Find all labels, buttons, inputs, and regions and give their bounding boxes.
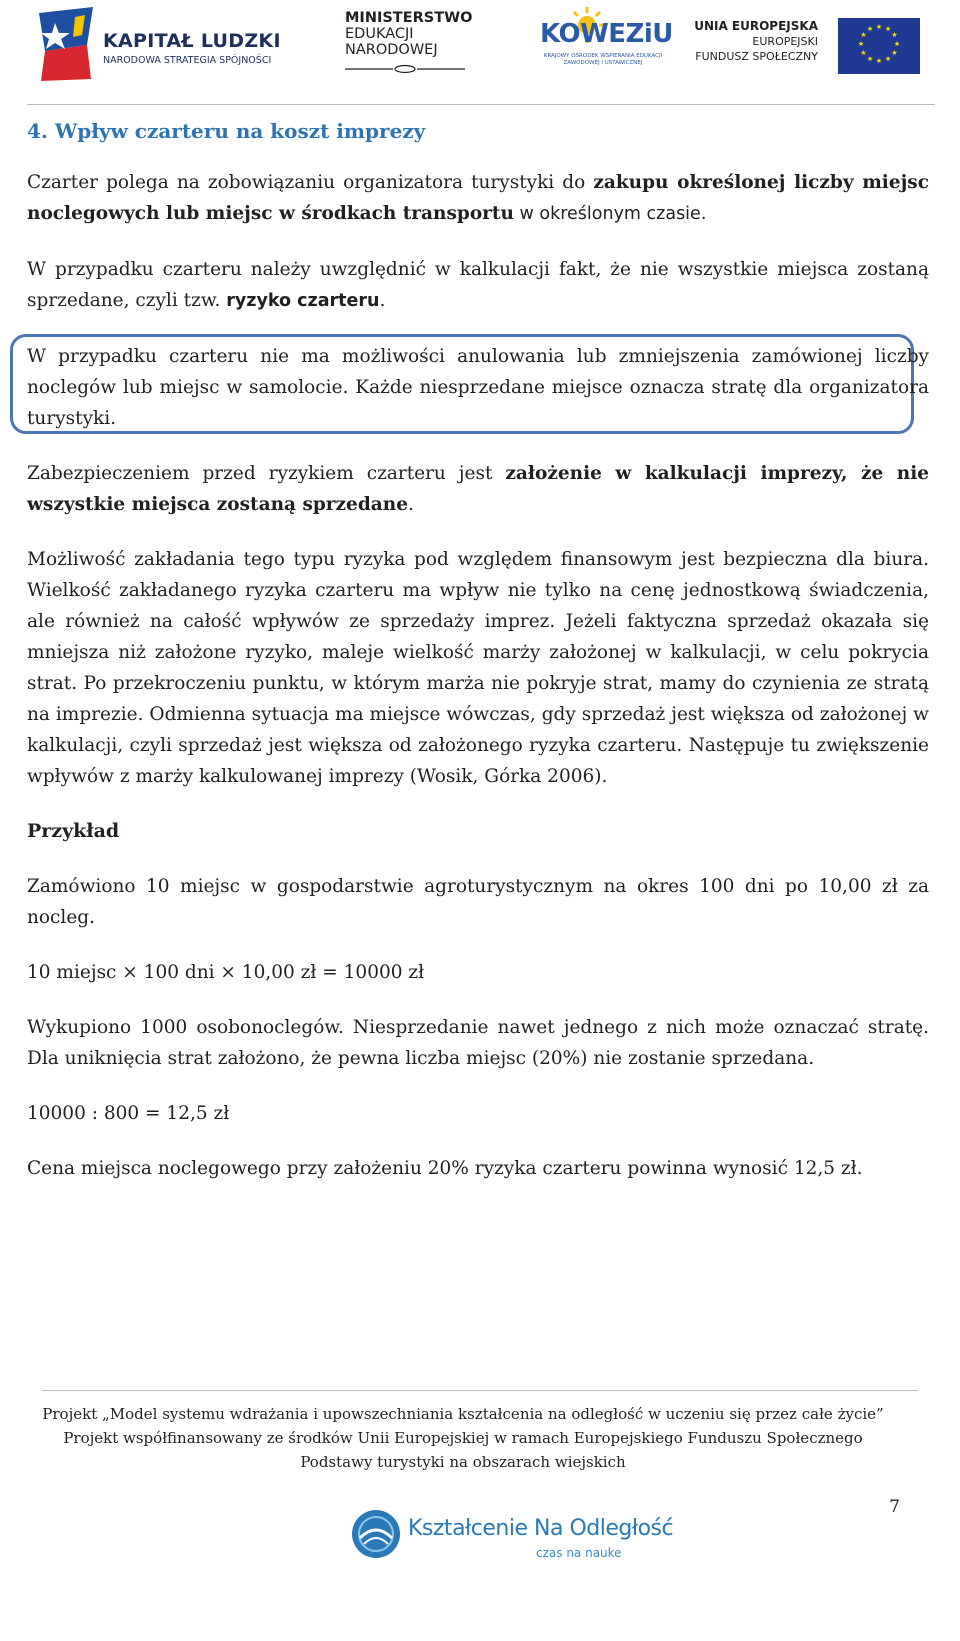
paragraph-boxed: W przypadku czarteru nie ma możliwości anulowania lub zmniejszenia zamówionej liczby noclegów lub miejsc w samolocie. Każde niesprzedane miejsce oznacza stratę dla organizatora turystyki. xyxy=(27,346,929,429)
eu-logo xyxy=(694,10,940,80)
paragraph-example-bought: Wykupiono 1000 osobonoclegów. Niesprzedanie nawet jednego z nich może oznaczać stratę. Dla uniknięcia strat założono, że pewna liczba miejsc (20%) nie zostanie sprzedana. xyxy=(27,1017,929,1069)
koweziu-title: KOWEZiU xyxy=(540,19,673,49)
svg-text:★: ★ xyxy=(875,23,883,31)
bold-text: ryzyko czarteru xyxy=(226,291,380,311)
footer-line-1: Projekt „Model systemu wdrażania i upowszechniania kształcenia na odległość w uczeniu się przez całe życie” xyxy=(42,1405,884,1423)
eu-line-2: EUROPEJSKI xyxy=(752,35,818,48)
bold-text: założenie w kalkulacji imprezy, że nie wszystkie miejsca zostaną sprzedane xyxy=(27,463,930,515)
svg-text:★: ★ xyxy=(875,57,883,65)
formula-price: 10000 : 800 = 12,5 zł xyxy=(27,1103,230,1124)
ksztalcenie-logo xyxy=(350,1508,674,1568)
text: w określonym czasie. xyxy=(513,204,707,224)
paragraph-example-order: Zamówiono 10 miejsc w gospodarstwie agroturystycznym na okres 100 dni po 10,00 zł za nocleg. xyxy=(27,876,929,928)
svg-text:★: ★ xyxy=(891,49,898,57)
kapital-ludzki-subtitle: NARODOWA STRATEGIA SPÓJNOŚCI xyxy=(103,55,272,66)
page-header xyxy=(0,0,960,100)
header-divider xyxy=(27,104,935,105)
text: . xyxy=(379,290,386,311)
eu-text xyxy=(694,18,818,64)
footer-divider xyxy=(42,1390,918,1391)
paragraph-conclusion: Cena miejsca noclegowego przy założeniu 20% ryzyka czarteru powinna wynosić 12,5 zł. xyxy=(27,1158,863,1179)
koweziu-logo xyxy=(540,5,673,75)
eu-flag-icon xyxy=(838,18,920,74)
svg-text:★: ★ xyxy=(860,31,867,39)
kapital-ludzki-title: KAPITAŁ LUDZKI xyxy=(103,30,281,52)
text: Zabezpieczeniem przed ryzykiem czarteru jest xyxy=(27,463,506,484)
page-content xyxy=(27,113,929,1184)
men-line-2: EDUKACJI xyxy=(345,26,414,42)
svg-text:★: ★ xyxy=(857,40,865,48)
eu-line-3: FUNDUSZ SPOŁECZNY xyxy=(695,50,818,63)
page-footer xyxy=(0,1402,926,1474)
men-line-1: MINISTERSTWO xyxy=(345,10,473,26)
kno-subtitle: czas na nauke xyxy=(536,1546,622,1560)
paragraph-protection xyxy=(27,458,929,520)
footer-line-2: Projekt współfinansowany ze środków Unii Europejskiej w ramach Europejskiego Funduszu Społecznego xyxy=(63,1429,863,1447)
paragraph-risk-details: Możliwość zakładania tego typu ryzyka pod względem finansowym jest bezpieczna dla biura. Wielkość zakładanego ryzyka czarteru ma wpływ nie tylko na cenę jednostkową świadczenia, ale również na całość wpływów ze sprzedaży imprez. Jeżeli faktyczna sprzedaż okazała się mniejsza niż założone ryzyko, maleje wielkość marży założonej w kalkulacji, w celu pokrycia strat. Po przekroczeniu punktu, w którym marża nie pokryje strat, mamy do czynienia ze stratą na imprezie. Odmienna sytuacja ma miejsce wówczas, gdy sprzedaż jest większa od założonej w kalkulacji, czyli sprzedaż jest większa od założonego ryzyka czarteru. Następuje tu zwiększenie wpływów z marży kalkulowanej imprezy (Wosik, Górka 2006). xyxy=(27,549,929,787)
kapital-ludzki-flag-icon xyxy=(35,5,97,83)
section-heading: 4. Wpływ czarteru na koszt imprezy xyxy=(27,119,426,143)
men-line-3: NARODOWEJ xyxy=(345,42,438,58)
koweziu-subtitle: KRAJOWY OŚRODEK WSPIERANIA EDUKACJI ZAWODOWEJ I USTAWICZNEJ xyxy=(543,53,663,66)
svg-text:★: ★ xyxy=(884,25,892,33)
page-number: 7 xyxy=(889,1497,900,1517)
men-logo xyxy=(345,10,485,80)
kno-title: Kształcenie Na Odległość xyxy=(408,1516,674,1541)
formula-total: 10 miejsc × 100 dni × 10,00 zł = 10000 zł xyxy=(27,962,425,983)
paragraph-charter-risk xyxy=(27,254,929,317)
text: . xyxy=(407,494,414,515)
example-heading: Przykład xyxy=(27,820,120,842)
text: Czarter polega na zobowiązaniu organizatora turystyki do xyxy=(27,172,594,193)
svg-text:★: ★ xyxy=(860,49,867,57)
svg-text:★: ★ xyxy=(866,25,874,33)
kno-globe-icon xyxy=(350,1508,402,1560)
svg-text:★: ★ xyxy=(884,55,892,63)
footer-line-3: Podstawy turystyki na obszarach wiejskich xyxy=(300,1453,626,1471)
bold-text: zakupu określonej liczby miejsc noclegowych lub miejsc w środkach transportu xyxy=(27,172,929,224)
text: W przypadku czarteru należy uwzględnić w kalkulacji fakt, że nie wszystkie miejsca zostaną sprzedane, czyli tzw. xyxy=(27,259,929,311)
svg-text:★: ★ xyxy=(893,40,901,48)
men-emblem-icon xyxy=(345,64,465,74)
kapital-ludzki-logo xyxy=(35,5,281,83)
eu-line-1: UNIA EUROPEJSKA xyxy=(694,19,818,33)
svg-text:★: ★ xyxy=(866,55,874,63)
paragraph-charter-definition xyxy=(27,167,929,230)
svg-text:★: ★ xyxy=(891,31,898,39)
